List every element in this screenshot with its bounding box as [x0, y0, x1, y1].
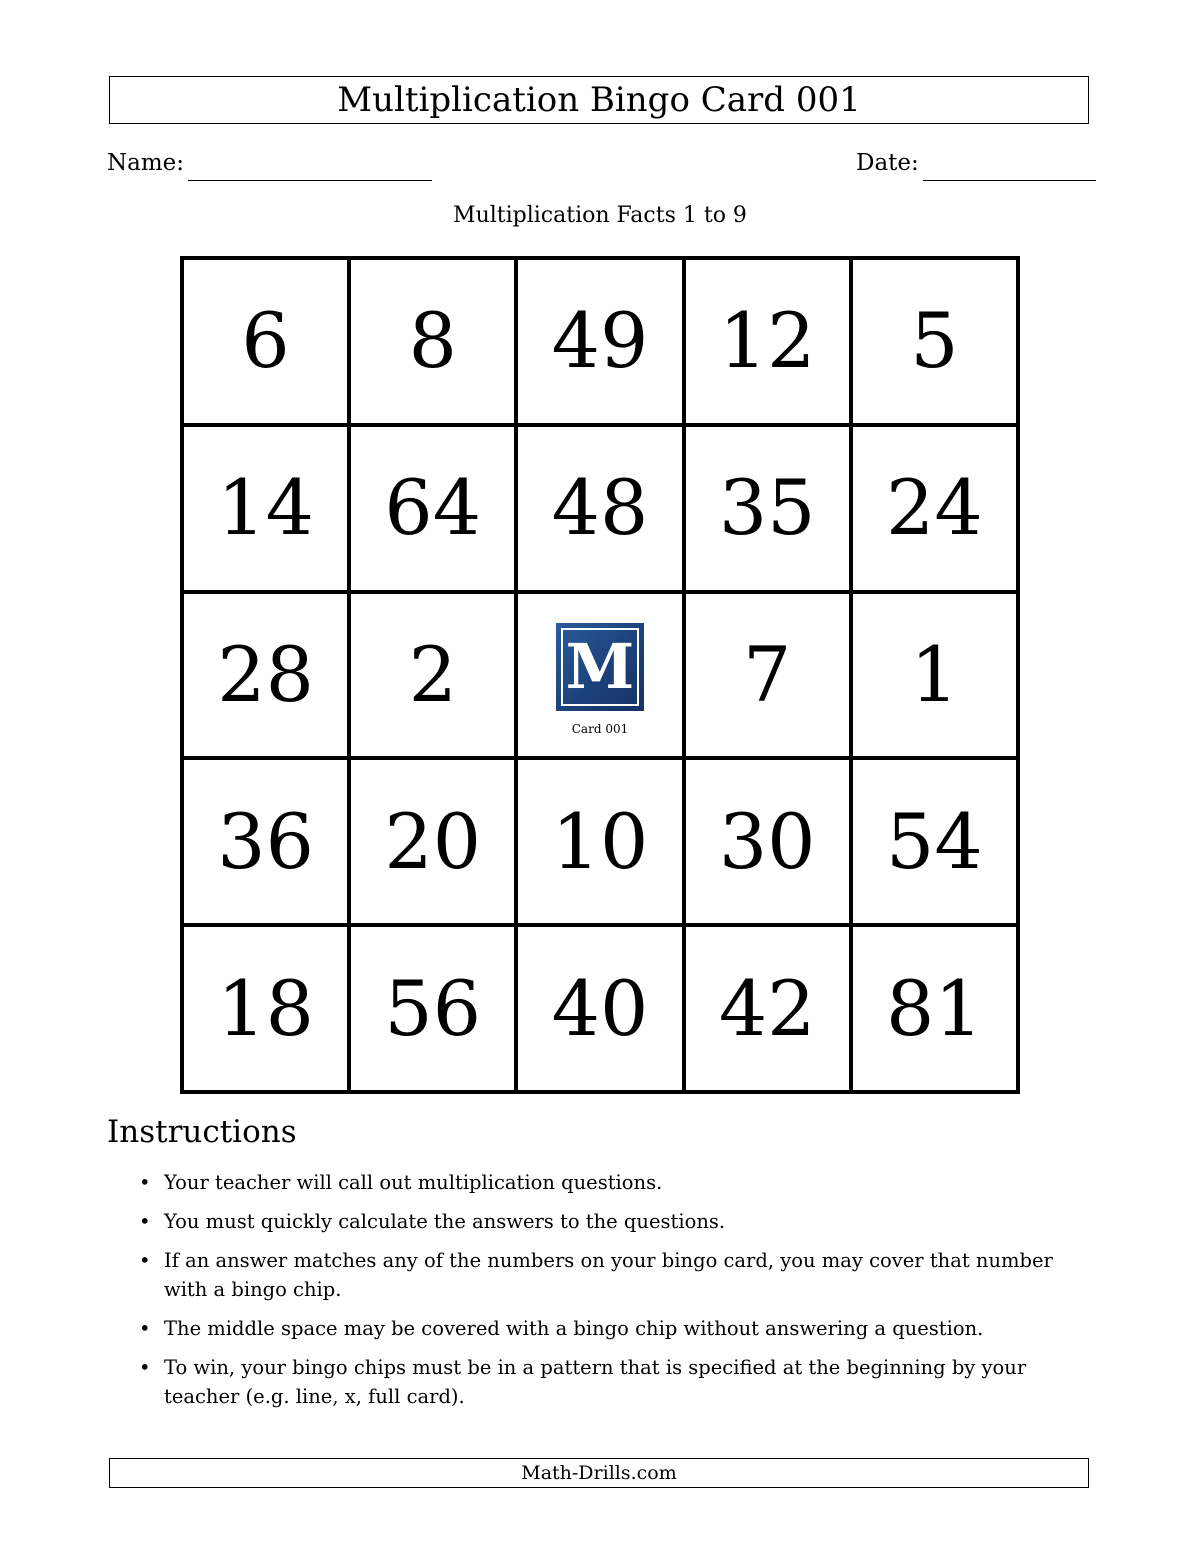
list-item: [139, 1314, 1099, 1343]
bingo-cell[interactable]: 12: [684, 258, 851, 425]
bingo-cell[interactable]: 2: [349, 592, 516, 759]
instruction-text: The middle space may be covered with a bingo chip without answering a question.: [164, 1317, 984, 1340]
bullet-icon: •: [139, 1171, 151, 1194]
instructions-list: [139, 1168, 1099, 1421]
bingo-cell[interactable]: 8: [349, 258, 516, 425]
bingo-cell[interactable]: 28: [182, 592, 349, 759]
title-box: [109, 76, 1089, 124]
bingo-cell[interactable]: 20: [349, 758, 516, 925]
name-label: Name:: [107, 150, 185, 176]
bingo-cell[interactable]: 81: [851, 925, 1018, 1092]
logo-letter: M: [565, 629, 635, 703]
bingo-cell[interactable]: 6: [182, 258, 349, 425]
instruction-text: If an answer matches any of the numbers on your bingo card, you may cover that number with a bingo chip.: [164, 1249, 1053, 1301]
instruction-text: To win, your bingo chips must be in a pattern that is specified at the beginning by your teacher (e.g. line, x, full card).: [164, 1356, 1027, 1408]
instruction-text: Your teacher will call out multiplication questions.: [164, 1171, 663, 1194]
bullet-icon: •: [139, 1210, 151, 1233]
bingo-cell[interactable]: 7: [684, 592, 851, 759]
bingo-cell[interactable]: 36: [182, 758, 349, 925]
footer-link[interactable]: Math-Drills.com: [521, 1462, 677, 1484]
bingo-grid: [180, 256, 1020, 1094]
math-drills-logo: [556, 623, 644, 711]
free-space-cell[interactable]: [516, 592, 683, 759]
bingo-cell[interactable]: 5: [851, 258, 1018, 425]
bingo-cell[interactable]: 24: [851, 425, 1018, 592]
name-line[interactable]: [188, 180, 432, 181]
bingo-cell[interactable]: 64: [349, 425, 516, 592]
bingo-cell[interactable]: 14: [182, 425, 349, 592]
list-item: [139, 1207, 1099, 1236]
subtitle: Multiplication Facts 1 to 9: [453, 203, 747, 228]
page-title: Multiplication Bingo Card 001: [337, 80, 861, 120]
card-caption: Card 001: [571, 721, 629, 736]
bingo-cell[interactable]: 49: [516, 258, 683, 425]
bingo-cell[interactable]: 54: [851, 758, 1018, 925]
bullet-icon: •: [139, 1249, 151, 1272]
footer-box: [109, 1458, 1089, 1488]
bingo-cell[interactable]: 40: [516, 925, 683, 1092]
list-item: [139, 1353, 1099, 1411]
bullet-icon: •: [139, 1317, 151, 1340]
bingo-cell[interactable]: 48: [516, 425, 683, 592]
instructions-heading: Instructions: [107, 1114, 297, 1150]
bullet-icon: •: [139, 1356, 151, 1379]
bingo-cell[interactable]: 56: [349, 925, 516, 1092]
list-item: [139, 1246, 1099, 1304]
bingo-cell[interactable]: 35: [684, 425, 851, 592]
bingo-cell[interactable]: 30: [684, 758, 851, 925]
bingo-cell[interactable]: 1: [851, 592, 1018, 759]
bingo-cell[interactable]: 42: [684, 925, 851, 1092]
list-item: [139, 1168, 1099, 1197]
bingo-cell[interactable]: 18: [182, 925, 349, 1092]
instruction-text: You must quickly calculate the answers to the questions.: [164, 1210, 726, 1233]
date-label: Date:: [856, 150, 919, 176]
date-line[interactable]: [923, 180, 1096, 181]
bingo-cell[interactable]: 10: [516, 758, 683, 925]
